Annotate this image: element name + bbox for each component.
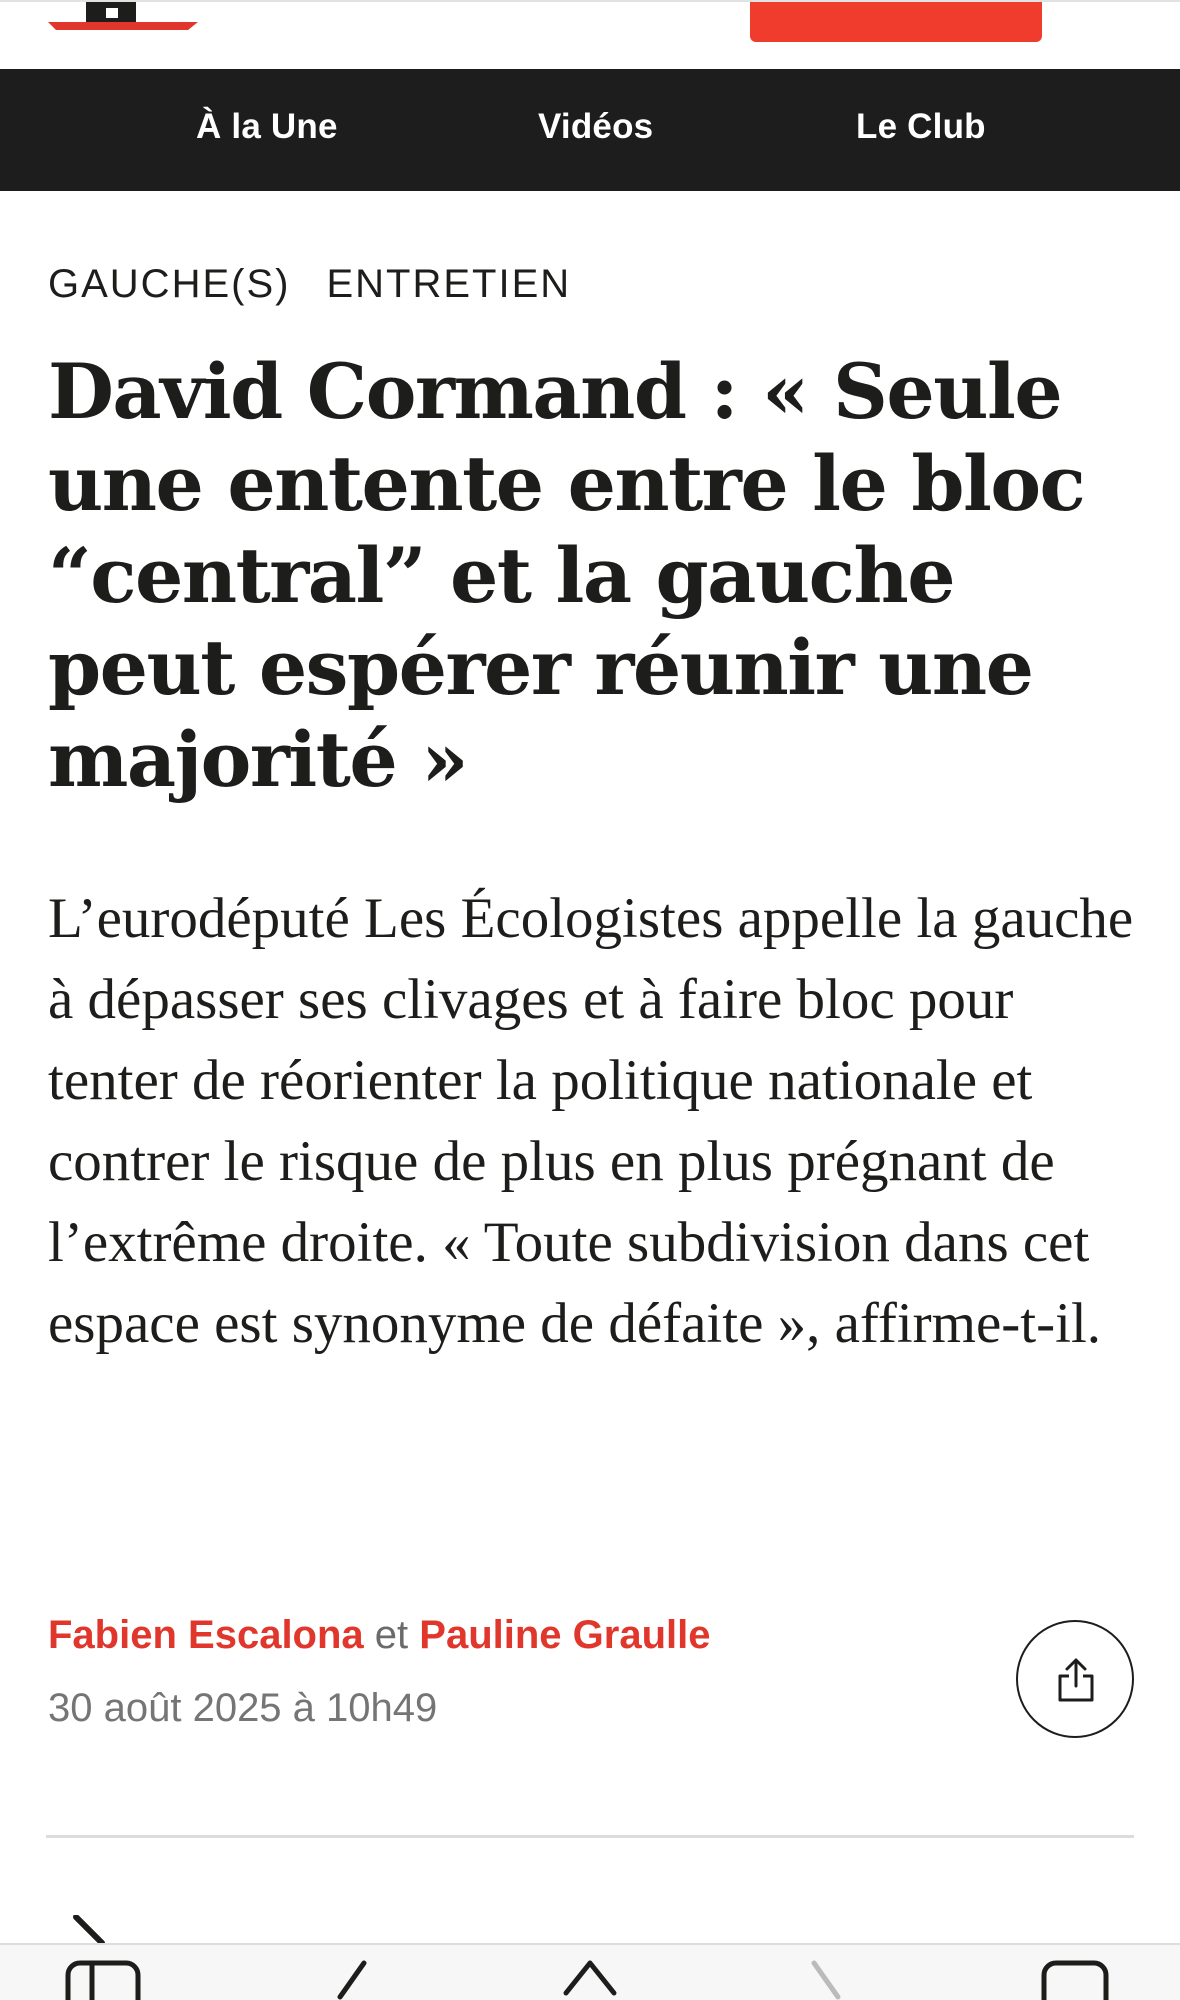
home-icon[interactable] <box>560 1957 620 2000</box>
author-link[interactable]: Fabien Escalona <box>48 1613 364 1657</box>
menu-icon[interactable] <box>1040 1957 1110 2000</box>
share-icon <box>1056 1656 1096 1704</box>
next-content-fragment <box>72 1915 112 1945</box>
section-divider <box>46 1835 1134 1838</box>
main-nav <box>0 69 1180 191</box>
browser-toolbar <box>0 1943 1180 2000</box>
tag-category[interactable]: GAUCHE(S) <box>48 262 291 306</box>
tabs-icon[interactable] <box>64 1957 144 2000</box>
forward-icon[interactable] <box>808 1957 848 2000</box>
article-tags <box>48 262 607 307</box>
subscribe-button[interactable] <box>750 2 1042 42</box>
site-logo[interactable] <box>48 2 198 32</box>
article-lede: L’eurodéputé Les Écologistes appelle la gauche à dépasser ses clivages et à faire bloc pour tenter de réorienter la politique nationale et contrer le risque de plus en plus prégnant de l’extrême droite. « Toute subdivision dans cet espace est synonyme de défaite », affirme-t-il. <box>48 887 1134 1355</box>
nav-item-a-la-une[interactable]: À la Une <box>196 107 338 146</box>
article-headline: David Cormand : « Seule une entente entre le bloc “central” et la gauche peut espérer réunir une majorité » <box>48 347 1085 804</box>
share-button[interactable] <box>1016 1620 1134 1738</box>
nav-item-videos[interactable]: Vidéos <box>538 107 654 146</box>
author-link[interactable]: Pauline Graulle <box>419 1613 711 1657</box>
publish-date: 30 août 2025 à 10h49 <box>48 1686 438 1730</box>
tag-format[interactable]: ENTRETIEN <box>326 262 572 306</box>
top-header <box>0 0 1180 69</box>
byline <box>48 1613 711 1658</box>
byline-separator: et <box>374 1613 409 1657</box>
back-icon[interactable] <box>330 1957 370 2000</box>
nav-item-le-club[interactable]: Le Club <box>856 107 986 146</box>
